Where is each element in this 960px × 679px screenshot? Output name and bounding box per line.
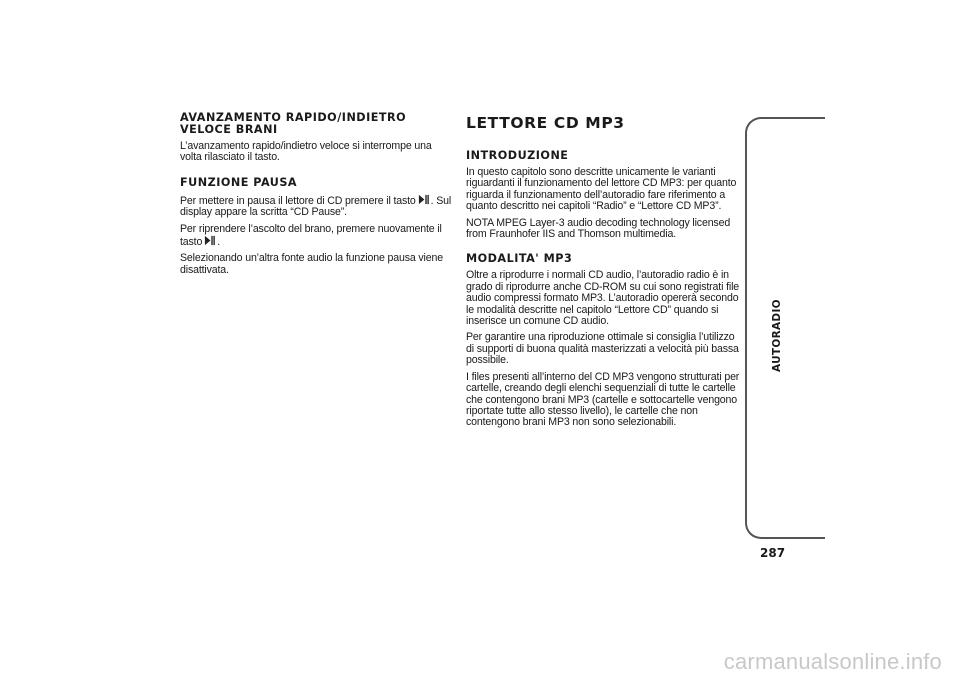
- right-column: [466, 112, 742, 442]
- paragraph: [180, 194, 456, 219]
- section-pause: [180, 177, 456, 276]
- text-run: Per riprendere l’ascolto del brano, premere nuovamente il tasto: [180, 222, 442, 249]
- paragraph: In questo capitolo sono descritte unicamente le varianti riguardanti il funzionamento del lettore CD MP3: per quanto riguarda il funzionamento dell’autoradio fare riferimento a quanto descritto nei capitoli “Radio” e “Lettore CD MP3”.: [466, 166, 737, 213]
- chapter-tab-frame: [745, 117, 825, 539]
- paragraph: [180, 224, 456, 249]
- paragraph: Selezionando un’altra fonte audio la funzione pausa viene disattivata.: [180, 252, 443, 276]
- section-heading: MODALITA' MP3: [466, 252, 573, 266]
- chapter-title: LETTORE CD MP3: [466, 114, 625, 132]
- text-run: . Sul display appare la scritta “CD Pause”.: [180, 194, 452, 219]
- left-column: [180, 112, 456, 289]
- section-heading: FUNZIONE PAUSA: [180, 175, 298, 189]
- text-run: .: [217, 236, 221, 249]
- paragraph: Oltre a riprodurre i normali CD audio, l’autoradio radio è in grado di riprodurre anche CD-ROM su cui sono registrati file audio compressi formato MP3. L’autoradio opererà secondo le modalità descritte nel capitolo “Lettore CD” quando si inserisce un comune CD audio.: [466, 269, 740, 328]
- paragraph: NOTA MPEG Layer-3 audio decoding technology licensed from Fraunhofer IIS and Thomson multimedia.: [466, 216, 731, 241]
- chapter-tab-label: AUTORADIO: [771, 299, 783, 372]
- watermark: carmanualsonline.info: [723, 649, 942, 674]
- section-heading: AVANZAMENTO RAPIDO/INDIETRO VELOCE BRANI: [180, 111, 407, 136]
- page-number: 287: [760, 546, 786, 560]
- text-run: Per mettere in pausa il lettore di CD premere il tasto: [180, 194, 416, 207]
- play-pause-key-icon: [204, 235, 215, 246]
- paragraph: I files presenti all’interno del CD MP3 vengono strutturati per cartelle, creando degli elenchi sequenziali di tutte le cartelle che contengono brani MP3 (cartelle e sottocartelle vengono riportate tutte allo stesso livello), le cartelle che non contengono brani MP3 non sono selezionabili.: [466, 370, 740, 429]
- section-fast-forward: [180, 112, 456, 164]
- paragraph: L’avanzamento rapido/indietro veloce si interrompe una volta rilasciato il tasto.: [180, 140, 432, 164]
- section-mp3-mode: [466, 253, 742, 428]
- paragraph: Per garantire una riproduzione ottimale si consiglia l’utilizzo di supporti di buona qualità masterizzati a velocità più bassa possibile.: [466, 331, 739, 367]
- play-pause-key-icon: [418, 194, 429, 205]
- section-introduction: [466, 150, 742, 240]
- section-heading: INTRODUZIONE: [466, 149, 569, 162]
